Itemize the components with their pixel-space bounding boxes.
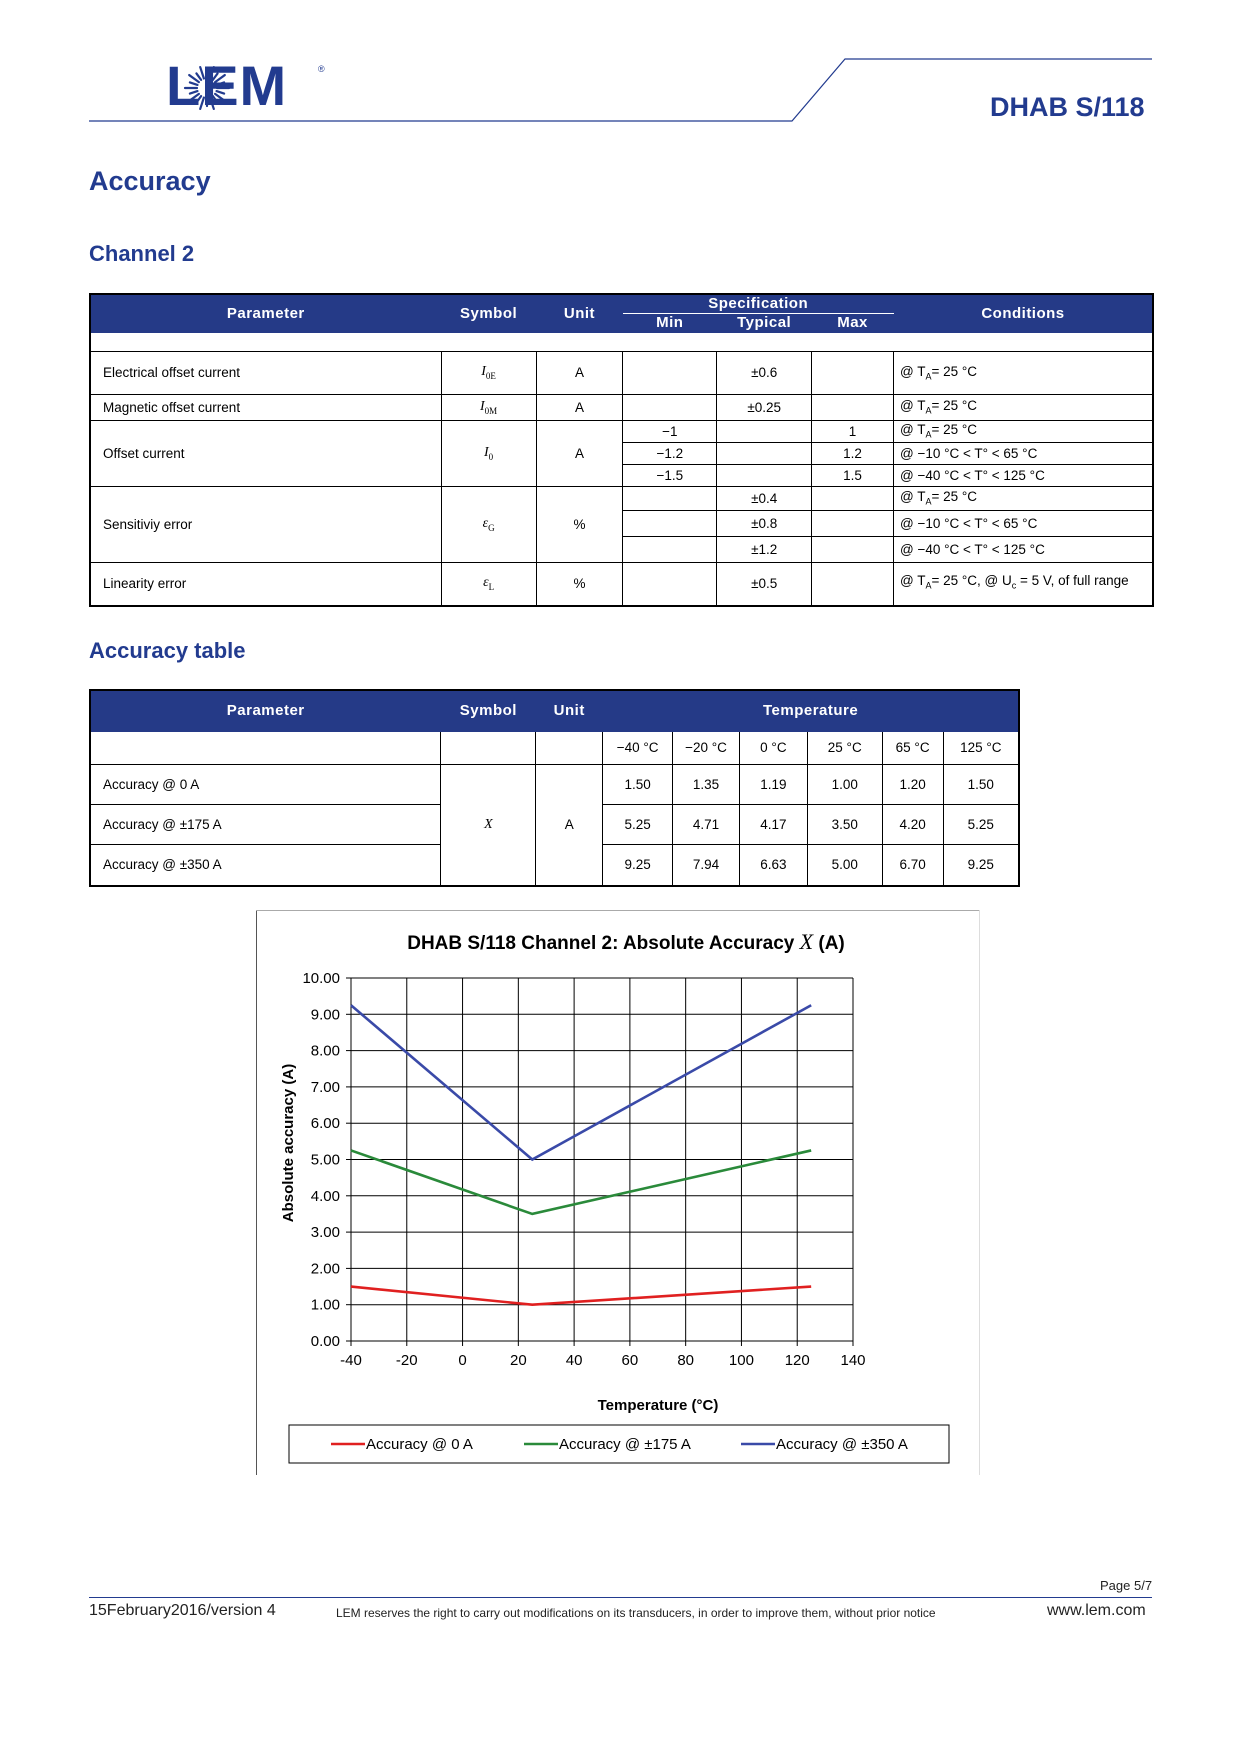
- row-unit: A: [536, 420, 623, 486]
- row-parameter: Linearity error: [90, 562, 441, 606]
- row-typical: [717, 442, 812, 464]
- row-min: [623, 536, 717, 562]
- section-heading-channel: Channel 2: [89, 241, 195, 266]
- row-min: −1: [623, 420, 717, 442]
- table-row: [90, 486, 1153, 510]
- row-value: 6.63: [739, 844, 807, 886]
- col-max: Max: [812, 313, 894, 332]
- col-symbol: Symbol: [441, 690, 536, 731]
- row-condition: @ −10 °C < T° < 65 °C: [893, 442, 1153, 464]
- row-value: 1.35: [673, 764, 740, 804]
- row-unit: A: [536, 351, 623, 394]
- col-parameter: Parameter: [90, 294, 441, 332]
- row-value: 1.50: [943, 764, 1019, 804]
- row-symbol: $I_0$: [441, 420, 536, 486]
- x-tick-label: 40: [565, 1352, 583, 1369]
- row-min: [623, 394, 717, 420]
- row-typical: ±0.8: [717, 510, 812, 536]
- row-unit: A: [536, 394, 623, 420]
- col-symbol: Symbol: [441, 294, 536, 332]
- row-condition: @ $T_A= 25$ °C: [893, 420, 1153, 442]
- row-condition: @ $T_A= 25$ °C: [893, 486, 1153, 510]
- brand-name: LEM: [166, 54, 288, 117]
- row-value: 1.19: [739, 764, 807, 804]
- row-max: 1.5: [812, 464, 894, 486]
- row-value: 5.00: [807, 844, 882, 886]
- x-tick-label: -40: [340, 1352, 362, 1369]
- row-condition: @ $T_A= 25$ °C, @ $U_c = 5$ V, of full range: [893, 562, 1153, 606]
- table-row: [90, 562, 1153, 606]
- accuracy-chart: [256, 910, 980, 1475]
- table-row: [90, 351, 1153, 394]
- row-min: −1.2: [623, 442, 717, 464]
- temperature-header-row: [90, 731, 1019, 764]
- row-condition: @ −40 °C < T° < 125 °C: [893, 536, 1153, 562]
- row-max: [812, 486, 894, 510]
- row-min: [623, 510, 717, 536]
- y-tick-label: 9.00: [310, 1006, 340, 1024]
- x-tick-label: 0: [458, 1352, 467, 1369]
- temp-label: −40 °C: [603, 731, 673, 764]
- row-parameter: Accuracy @ ±350 A: [90, 844, 441, 886]
- row-value: 1.20: [882, 764, 943, 804]
- accuracy-table: [89, 689, 1020, 887]
- legend-label: Accuracy @ ±175 A: [559, 1436, 691, 1453]
- spacer-row: [90, 332, 1153, 351]
- page-title: Accuracy: [89, 166, 211, 196]
- x-tick-label: 140: [840, 1352, 866, 1369]
- row-value: 3.50: [807, 804, 882, 844]
- row-unit: A: [536, 764, 603, 886]
- row-value: 6.70: [882, 844, 943, 886]
- row-max: [812, 394, 894, 420]
- temp-label: 25 °C: [807, 731, 882, 764]
- footer-url: www.lem.com: [1047, 1602, 1146, 1619]
- y-tick-label: 5.00: [310, 1151, 340, 1169]
- row-value: 1.00: [807, 764, 882, 804]
- row-max: 1: [812, 420, 894, 442]
- legend-label: Accuracy @ 0 A: [366, 1436, 473, 1453]
- temp-label: 125 °C: [943, 731, 1019, 764]
- spec-table: [89, 293, 1154, 607]
- row-max: [812, 536, 894, 562]
- x-tick-label: 120: [784, 1352, 810, 1369]
- col-temperature: Temperature: [603, 690, 1019, 731]
- row-value: 4.20: [882, 804, 943, 844]
- x-tick-label: 60: [621, 1352, 639, 1369]
- y-tick-label: 2.00: [310, 1260, 340, 1278]
- y-tick-label: 6.00: [310, 1115, 340, 1133]
- row-typical: [717, 464, 812, 486]
- row-symbol: $\varepsilon_G$: [441, 486, 536, 562]
- row-value: 9.25: [943, 844, 1019, 886]
- y-axis-label: Absolute accuracy (A): [280, 1063, 297, 1223]
- document-code: DHAB S/118: [990, 92, 1145, 122]
- col-min: Min: [623, 313, 717, 332]
- row-symbol: $I_{0E}$: [441, 351, 536, 394]
- row-max: [812, 510, 894, 536]
- section-heading-accuracy-table: Accuracy table: [89, 638, 246, 663]
- legend-label: Accuracy @ ±350 A: [776, 1436, 908, 1453]
- x-axis-label: Temperature (°C): [597, 1397, 719, 1414]
- col-unit: Unit: [536, 294, 623, 332]
- col-specification: Specification: [623, 294, 894, 313]
- x-tick-label: 20: [509, 1352, 527, 1369]
- row-typical: ±0.25: [717, 394, 812, 420]
- row-parameter: Electrical offset current: [90, 351, 441, 394]
- row-max: [812, 562, 894, 606]
- row-typical: ±1.2: [717, 536, 812, 562]
- row-condition: @ −40 °C < T° < 125 °C: [893, 464, 1153, 486]
- row-symbol: X: [441, 764, 536, 886]
- row-condition: @ −10 °C < T° < 65 °C: [893, 510, 1153, 536]
- row-value: 4.17: [739, 804, 807, 844]
- temp-label: 0 °C: [739, 731, 807, 764]
- table-row: [90, 764, 1019, 804]
- registered-mark: ®: [318, 64, 325, 74]
- row-parameter: Accuracy @ ±175 A: [90, 804, 441, 844]
- row-symbol: $I_{0M}$: [441, 394, 536, 420]
- row-value: 4.71: [673, 804, 740, 844]
- footer-date: 15February2016/version 4: [89, 1602, 276, 1619]
- row-typical: [717, 420, 812, 442]
- row-value: 1.50: [603, 764, 673, 804]
- y-tick-label: 1.00: [310, 1296, 340, 1314]
- row-parameter: Sensitiviy error: [90, 486, 441, 562]
- row-max: 1.2: [812, 442, 894, 464]
- row-parameter: Magnetic offset current: [90, 394, 441, 420]
- row-symbol: $\varepsilon_L$: [441, 562, 536, 606]
- row-max: [812, 351, 894, 394]
- y-tick-label: 10.00: [302, 970, 340, 987]
- row-parameter: Offset current: [90, 420, 441, 486]
- row-value: 5.25: [603, 804, 673, 844]
- col-typical: Typical: [717, 313, 812, 332]
- y-tick-label: 8.00: [310, 1042, 340, 1060]
- row-min: [623, 351, 717, 394]
- y-tick-label: 4.00: [310, 1187, 340, 1205]
- col-unit: Unit: [536, 690, 603, 731]
- row-value: 5.25: [943, 804, 1019, 844]
- table-row: [90, 394, 1153, 420]
- row-typical: ±0.5: [717, 562, 812, 606]
- x-tick-label: 80: [677, 1352, 695, 1369]
- page-number: Page 5/7: [1100, 1578, 1153, 1593]
- y-tick-label: 0.00: [310, 1333, 340, 1350]
- col-parameter: Parameter: [90, 690, 441, 731]
- col-conditions: Conditions: [893, 294, 1153, 332]
- footer-disclaimer: LEM reserves the right to carry out modifications on its transducers, in order to improve them, without prior notice: [336, 1606, 936, 1620]
- chart-title: DHAB S/118 Channel 2: Absolute Accuracy X (A): [407, 929, 845, 954]
- table-row: [90, 420, 1153, 442]
- row-unit: %: [536, 486, 623, 562]
- footer-rule: [89, 1597, 1152, 1598]
- row-value: 9.25: [603, 844, 673, 886]
- row-parameter: Accuracy @ 0 A: [90, 764, 441, 804]
- row-typical: ±0.6: [717, 351, 812, 394]
- row-unit: %: [536, 562, 623, 606]
- series-line-2: [351, 1005, 811, 1159]
- temp-label: 65 °C: [882, 731, 943, 764]
- row-condition: @ $T_A= 25$ °C: [893, 394, 1153, 420]
- x-tick-label: 100: [728, 1352, 754, 1369]
- row-min: [623, 486, 717, 510]
- row-condition: @ $T_A= 25$ °C: [893, 351, 1153, 394]
- temp-label: −20 °C: [673, 731, 740, 764]
- row-value: 7.94: [673, 844, 740, 886]
- row-min: [623, 562, 717, 606]
- series-line-0: [351, 1287, 811, 1305]
- row-min: −1.5: [623, 464, 717, 486]
- row-typical: ±0.4: [717, 486, 812, 510]
- x-tick-label: -20: [395, 1352, 418, 1369]
- y-tick-label: 3.00: [310, 1224, 340, 1242]
- y-tick-label: 7.00: [310, 1078, 340, 1096]
